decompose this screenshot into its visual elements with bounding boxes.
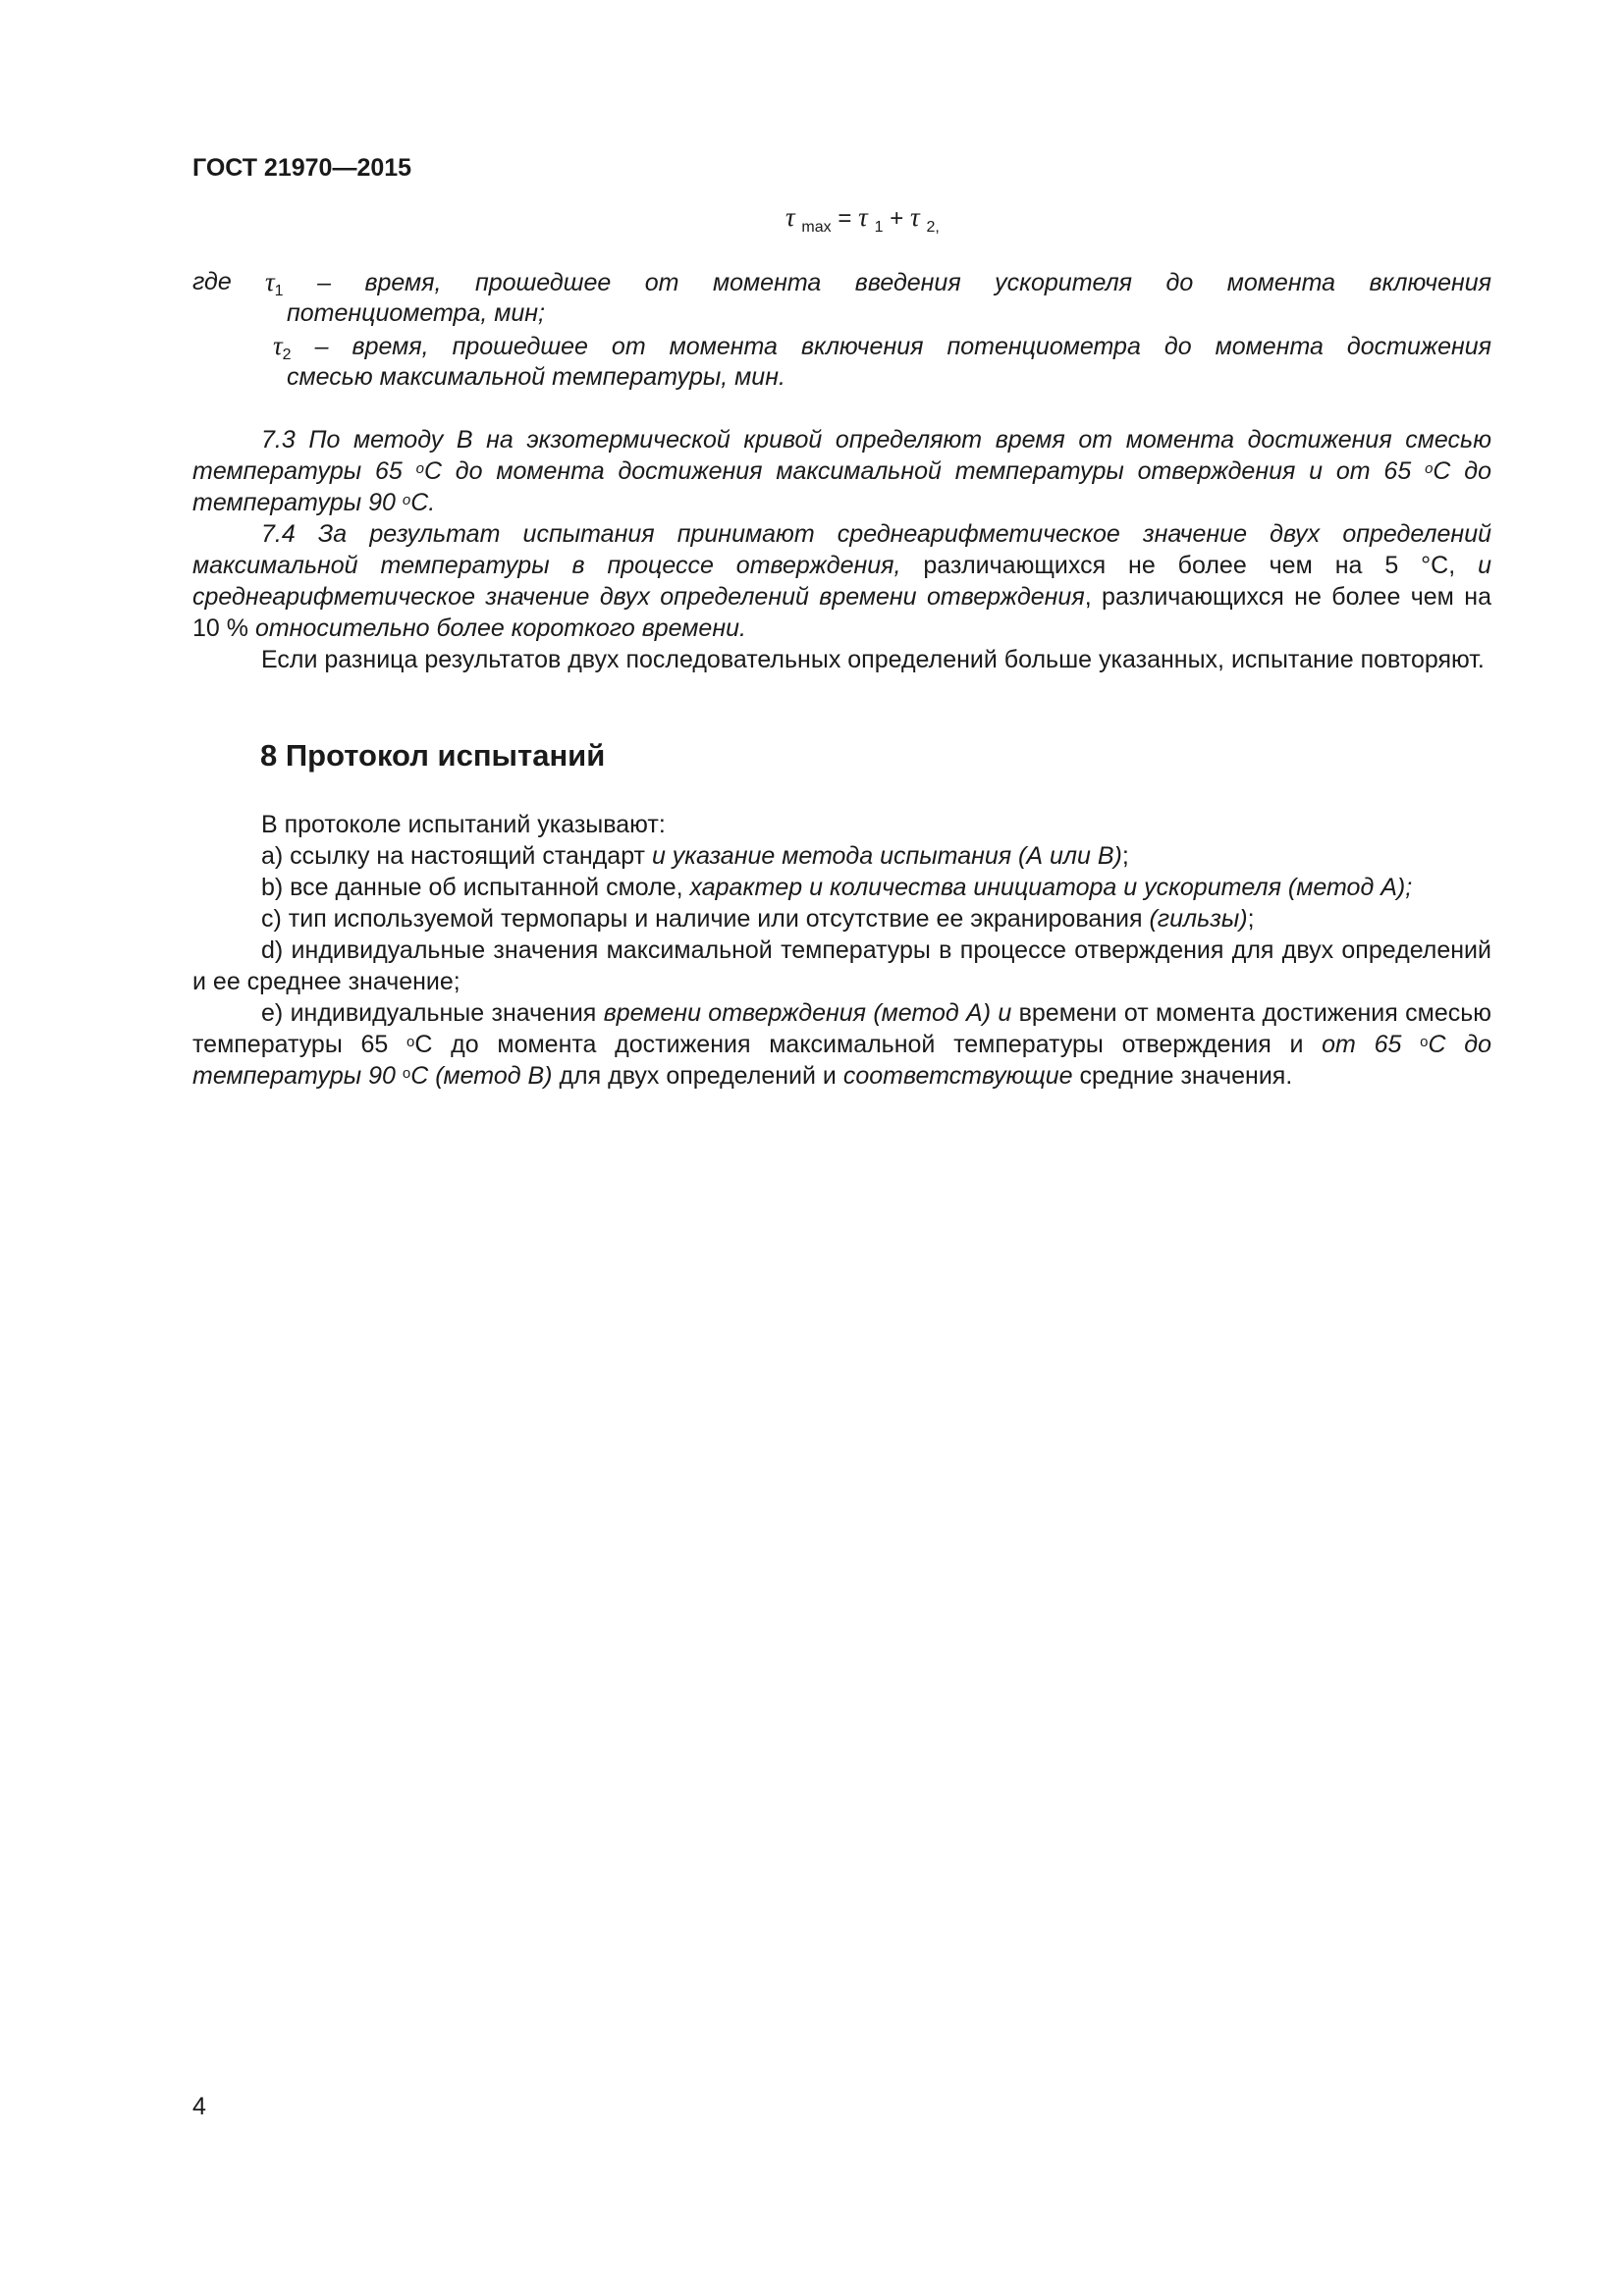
definition-tau-1: $\tau_1$ – время, прошедшее от момента введения ускорителя до момента включения xyxy=(265,267,1492,299)
list-item-a: a) ссылку на настоящий стандарт и указание метода испытания (А или В); xyxy=(261,842,1129,870)
subscript-max: max xyxy=(801,219,832,236)
definition-tau-2-cont: смесью максимальной температуры, мин. xyxy=(287,363,785,391)
subscript-1: 1 xyxy=(874,219,884,236)
page-number: 4 xyxy=(192,2093,206,2120)
section-8-title: 8 Протокол испытаний xyxy=(260,738,606,773)
list-item-b: b) все данные об испытанной смоле, характер и количества инициатора и ускорителя (метод А); xyxy=(261,874,1413,901)
tau-symbol: τ xyxy=(858,202,868,232)
list-item-e: e) индивидуальные значения времени отверждения (метод А) и времени от момента достижения смесью температуры 65 $^o$С до момента достижения максимальной температуры отверждения и от 65 $^o$С до температуры 90 $^o$С (метод В) для двух определений и соответствующие средние значения. xyxy=(192,999,1491,1090)
protocol-intro: В протоколе испытаний указывают: xyxy=(261,811,666,838)
document-code: ГОСТ 21970—2015 xyxy=(192,154,412,182)
where-label: где xyxy=(192,268,232,295)
paragraph-7-3: 7.3 По методу В на экзотермической кривой определяют время от момента достижения смесью температуры 65 $^o$С до момента достижения максимальной температуры отверждения и от 65 $^o$С до температуры 90 $^o$С. xyxy=(192,426,1491,516)
paragraph-repeat: Если разница результатов двух последовательных определений больше указанных, испытание повторяют. xyxy=(261,646,1485,673)
subscript-2: 2, xyxy=(926,219,940,236)
list-item-c: c) тип используемой термопары и наличие или отсутствие ее экранирования (гильзы); xyxy=(261,905,1255,933)
list-item-d: d) индивидуальные значения максимальной температуры в процессе отверждения для двух определений и ее среднее значение; xyxy=(192,936,1491,995)
paragraph-7-4: 7.4 За результат испытания принимают среднеарифметическое значение двух определений максимальной температуры в процессе отверждения, различающихся не более чем на 5 °С, и среднеарифметическое значение двух определений времени отверждения, различающихся не более чем на 10 % относительно более короткого времени. xyxy=(192,520,1491,642)
tau-symbol: τ xyxy=(785,202,795,232)
definition-tau-2: $\tau_2$ – время, прошедшее от момента включения потенциометра до момента достижения xyxy=(273,331,1492,363)
definition-tau-1-cont: потенциометра, мин; xyxy=(287,299,546,327)
equals-sign: = xyxy=(838,205,852,232)
tau-symbol: τ xyxy=(910,202,920,232)
plus-sign: + xyxy=(890,205,904,232)
formula-tau-max xyxy=(785,202,940,236)
